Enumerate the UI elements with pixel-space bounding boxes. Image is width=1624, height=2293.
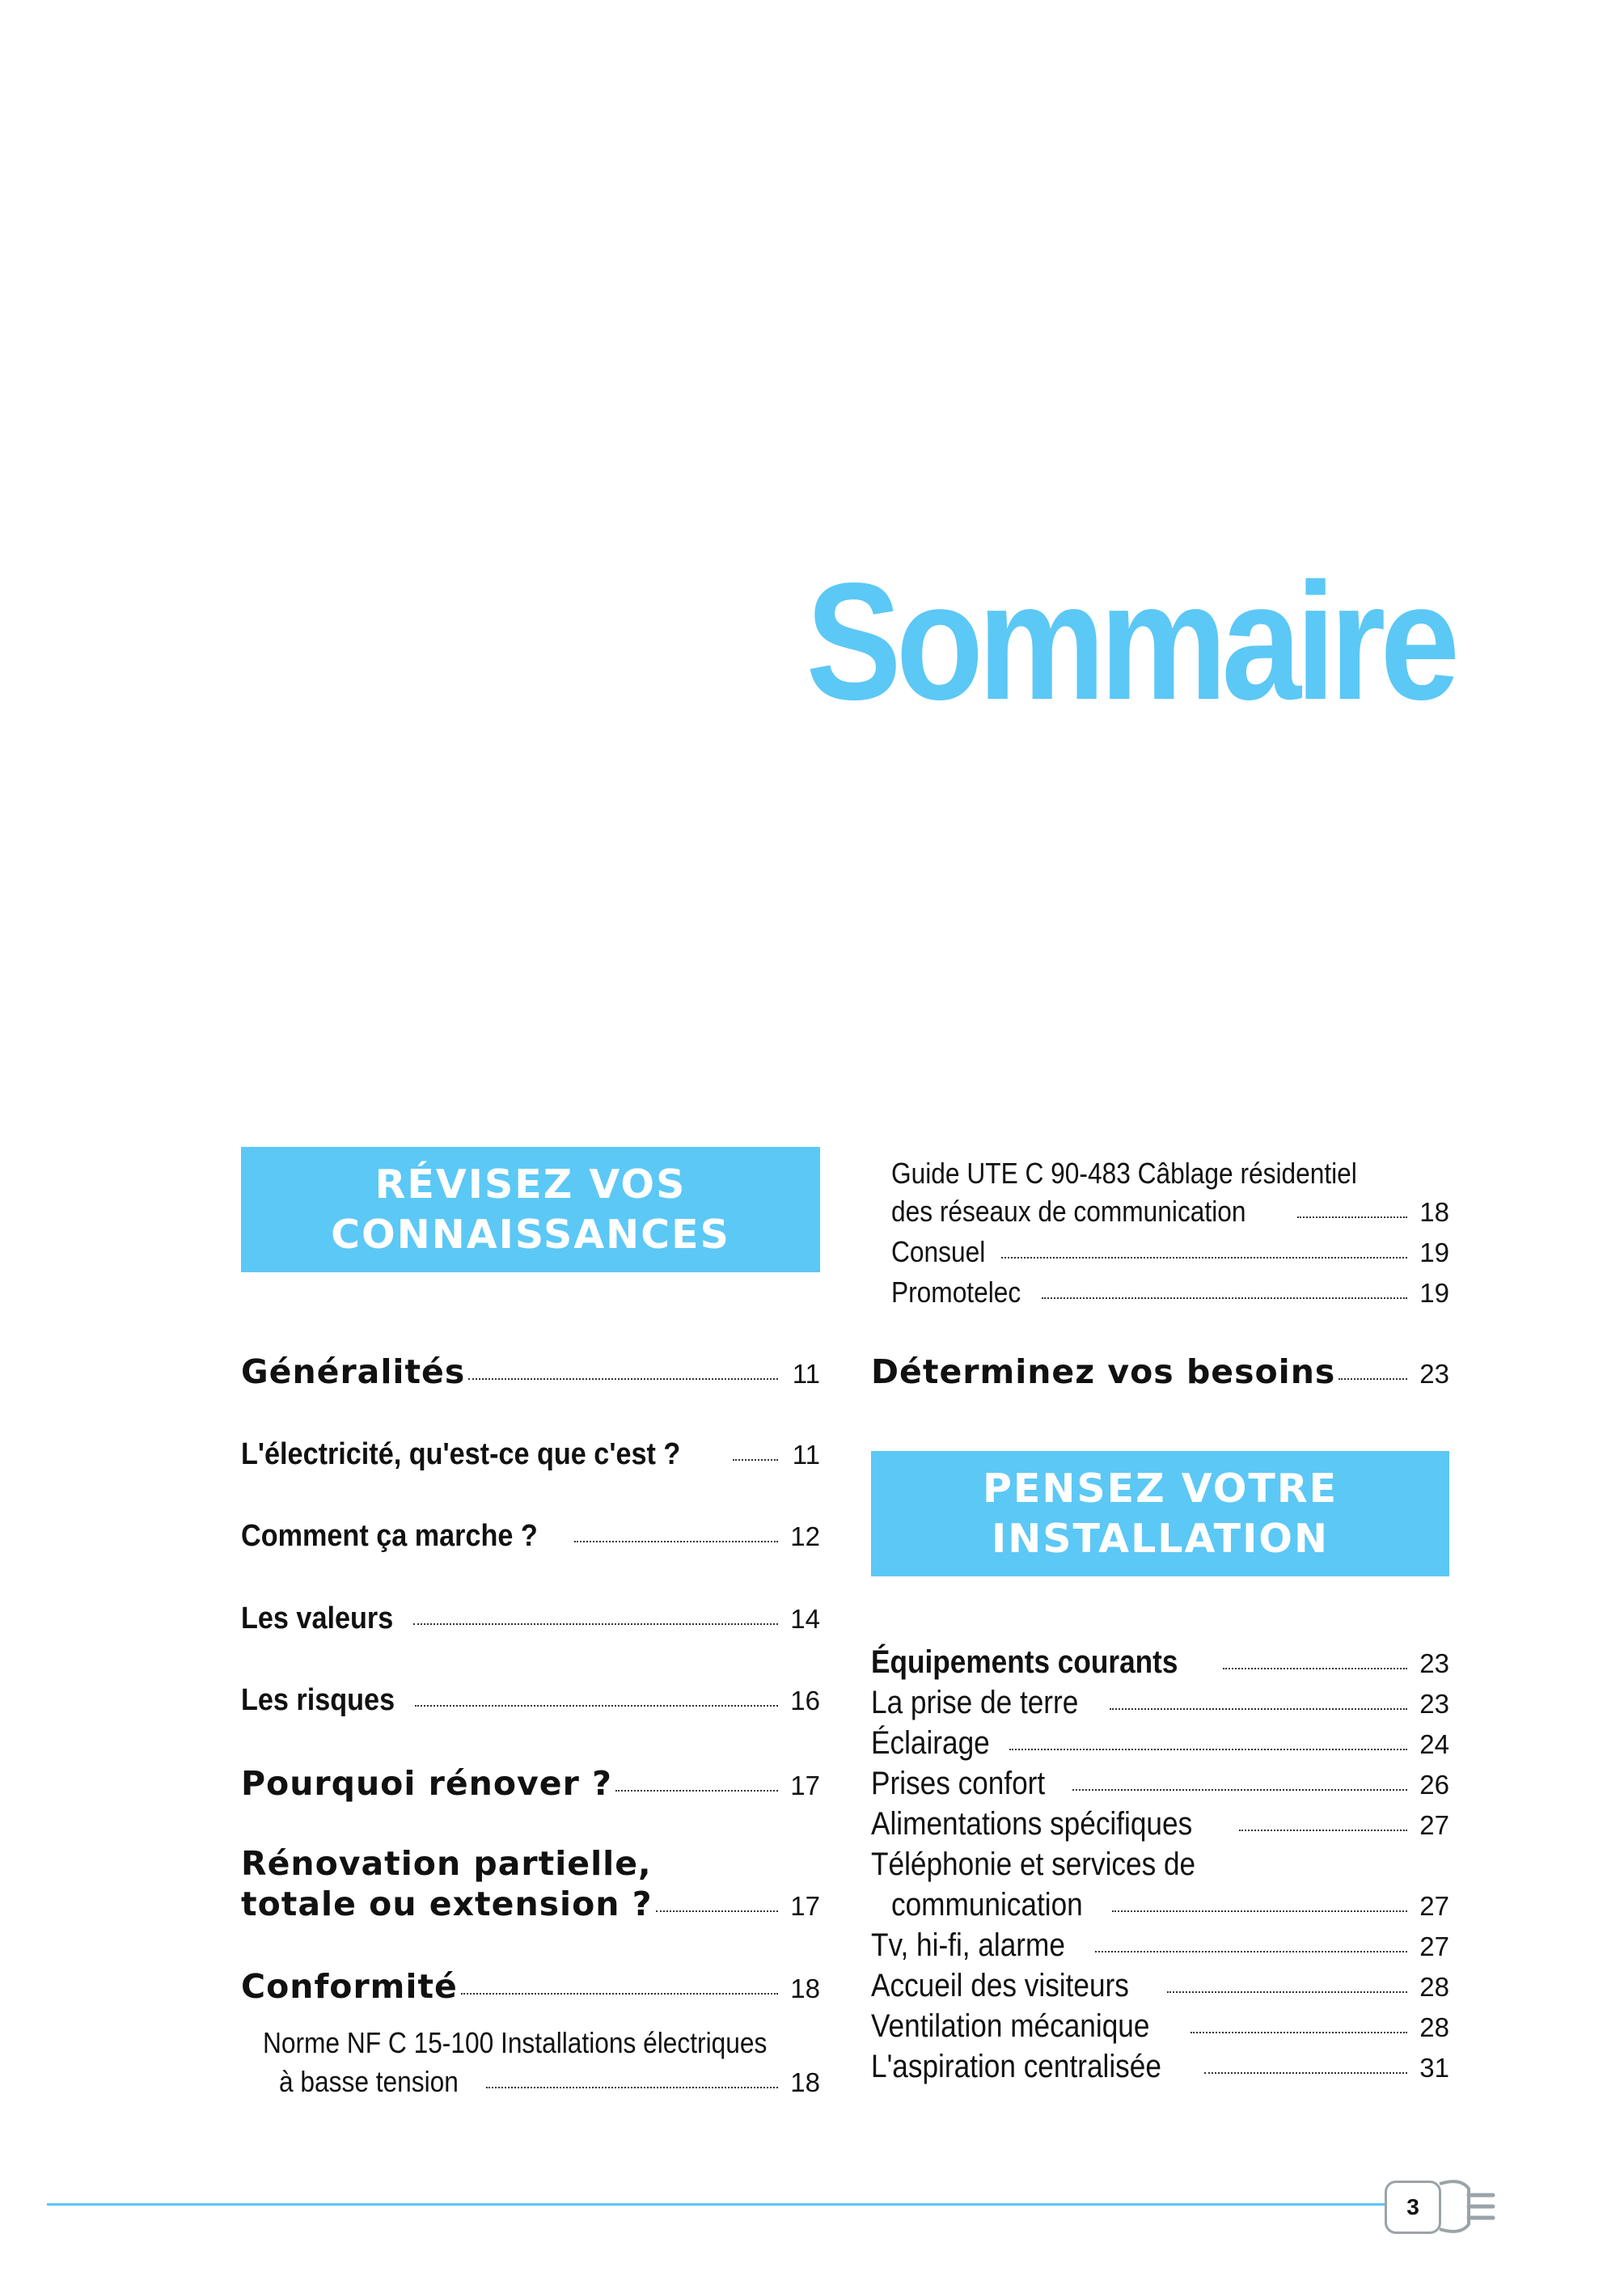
leader-dots	[1167, 1991, 1407, 1993]
toc-entry-les-valeurs[interactable]: Les valeurs 14	[241, 1601, 820, 1635]
page-number: 26	[1419, 1770, 1449, 1800]
section-header-line1: RÉVISEZ VOS	[374, 1161, 687, 1208]
page-number: 23	[1419, 1359, 1449, 1389]
leader-dots	[1339, 1378, 1407, 1380]
toc-entry-les-risques[interactable]: Les risques 16	[241, 1683, 820, 1717]
page-number: 27	[1419, 1810, 1449, 1840]
page-number: 18	[1419, 1197, 1449, 1227]
page-number: 18	[790, 2067, 820, 2097]
page-title: Sommaire	[806, 548, 1454, 734]
page-number: 27	[1419, 1931, 1449, 1961]
toc-entry-pourquoi-renover[interactable]: Pourquoi rénover ? 17	[241, 1764, 820, 1803]
toc-entry-guide[interactable]: des réseaux de communication 18	[891, 1195, 1449, 1228]
leader-dots	[1204, 2072, 1407, 2074]
page-number: 17	[790, 1891, 820, 1921]
toc-entry-telephonie[interactable]: communication 27	[891, 1887, 1449, 1923]
page-number: 28	[1419, 2012, 1449, 2042]
leader-dots	[733, 1459, 778, 1461]
page-number: 23	[1419, 1689, 1449, 1719]
footer-rule	[47, 2203, 1389, 2206]
plug-icon	[1436, 2174, 1501, 2239]
toc-entry-guide-line1: Guide UTE C 90-483 Câblage résidentiel	[891, 1157, 1357, 1190]
section-header-line1: PENSEZ VOTRE	[982, 1465, 1339, 1512]
page-number: 18	[790, 1974, 820, 2003]
page-number: 16	[790, 1686, 820, 1716]
page-number: 14	[790, 1604, 820, 1634]
leader-dots	[656, 1910, 778, 1912]
page-number: 11	[792, 1359, 820, 1389]
leader-dots	[1095, 1951, 1407, 1952]
leader-dots	[415, 1705, 778, 1707]
page-number: 19	[1419, 1278, 1449, 1308]
toc-entry-aspiration[interactable]: L'aspiration centralisée 31	[871, 2049, 1449, 2084]
section-header-line2: CONNAISSANCES	[331, 1211, 730, 1258]
toc-entry-telephonie-line1: Téléphonie et services de	[871, 1847, 1196, 1882]
leader-dots	[468, 1378, 778, 1380]
toc-entry-alimentations[interactable]: Alimentations spécifiques 27	[871, 1806, 1449, 1842]
leader-dots	[1239, 1830, 1407, 1831]
page-number: 12	[790, 1521, 820, 1551]
page-number: 31	[1419, 2053, 1449, 2083]
leader-dots	[1001, 1257, 1407, 1259]
toc-entry-ventilation[interactable]: Ventilation mécanique 28	[871, 2008, 1449, 2044]
page-number-badge: 3	[1385, 2181, 1441, 2234]
leader-dots	[1112, 1910, 1407, 1912]
leader-dots	[1223, 1668, 1407, 1669]
leader-dots	[486, 2087, 778, 2088]
toc-entry-equipements[interactable]: Équipements courants 23	[871, 1644, 1449, 1680]
toc-entry-conformite[interactable]: Conformité 18	[241, 1967, 820, 2006]
page-number: 27	[1419, 1891, 1449, 1921]
toc-entry-generalites[interactable]: Généralités 11	[241, 1352, 820, 1391]
toc-entry-norme[interactable]: à basse tension 18	[279, 2065, 820, 2098]
leader-dots	[1297, 1216, 1407, 1218]
section-header-pensez	[871, 1451, 1449, 1576]
toc-entry-prises-confort[interactable]: Prises confort 26	[871, 1766, 1449, 1801]
page-number: 11	[792, 1440, 820, 1470]
page-number: 28	[1419, 1972, 1449, 2002]
page-number: 17	[790, 1771, 820, 1800]
toc-entry-eclairage[interactable]: Éclairage 24	[871, 1725, 1449, 1761]
page-number: 19	[1419, 1237, 1449, 1267]
leader-dots	[1110, 1708, 1407, 1710]
toc-entry-norme-line1: Norme NF C 15-100 Installations électriques	[263, 2026, 768, 2059]
leader-dots	[1191, 2032, 1407, 2033]
toc-entry-tv-hifi[interactable]: Tv, hi-fi, alarme 27	[871, 1927, 1449, 1963]
section-header-line2: INSTALLATION	[992, 1515, 1329, 1562]
toc-entry-renovation-line1: Rénovation partielle,	[241, 1844, 652, 1883]
leader-dots	[461, 1993, 778, 1995]
toc-entry-accueil[interactable]: Accueil des visiteurs 28	[871, 1968, 1449, 2003]
toc-entry-electricite[interactable]: L'électricité, qu'est-ce que c'est ? 11	[241, 1437, 820, 1471]
page-number: 24	[1419, 1729, 1449, 1759]
page-number: 23	[1419, 1648, 1449, 1678]
toc-entry-prise-de-terre[interactable]: La prise de terre 23	[871, 1685, 1449, 1720]
leader-dots	[574, 1541, 778, 1542]
toc-entry-comment-ca-marche[interactable]: Comment ça marche ? 12	[241, 1519, 820, 1553]
leader-dots	[1042, 1297, 1407, 1299]
toc-entry-determinez[interactable]: Déterminez vos besoins 23	[871, 1352, 1449, 1391]
toc-entry-renovation[interactable]: totale ou extension ? 17	[241, 1885, 820, 1923]
leader-dots	[413, 1623, 778, 1625]
leader-dots	[1009, 1749, 1407, 1750]
toc-entry-consuel[interactable]: Consuel 19	[891, 1235, 1449, 1268]
leader-dots	[615, 1790, 778, 1792]
section-header-revisez	[241, 1147, 820, 1272]
toc-entry-promotelec[interactable]: Promotelec 19	[891, 1276, 1449, 1309]
leader-dots	[1072, 1789, 1407, 1791]
